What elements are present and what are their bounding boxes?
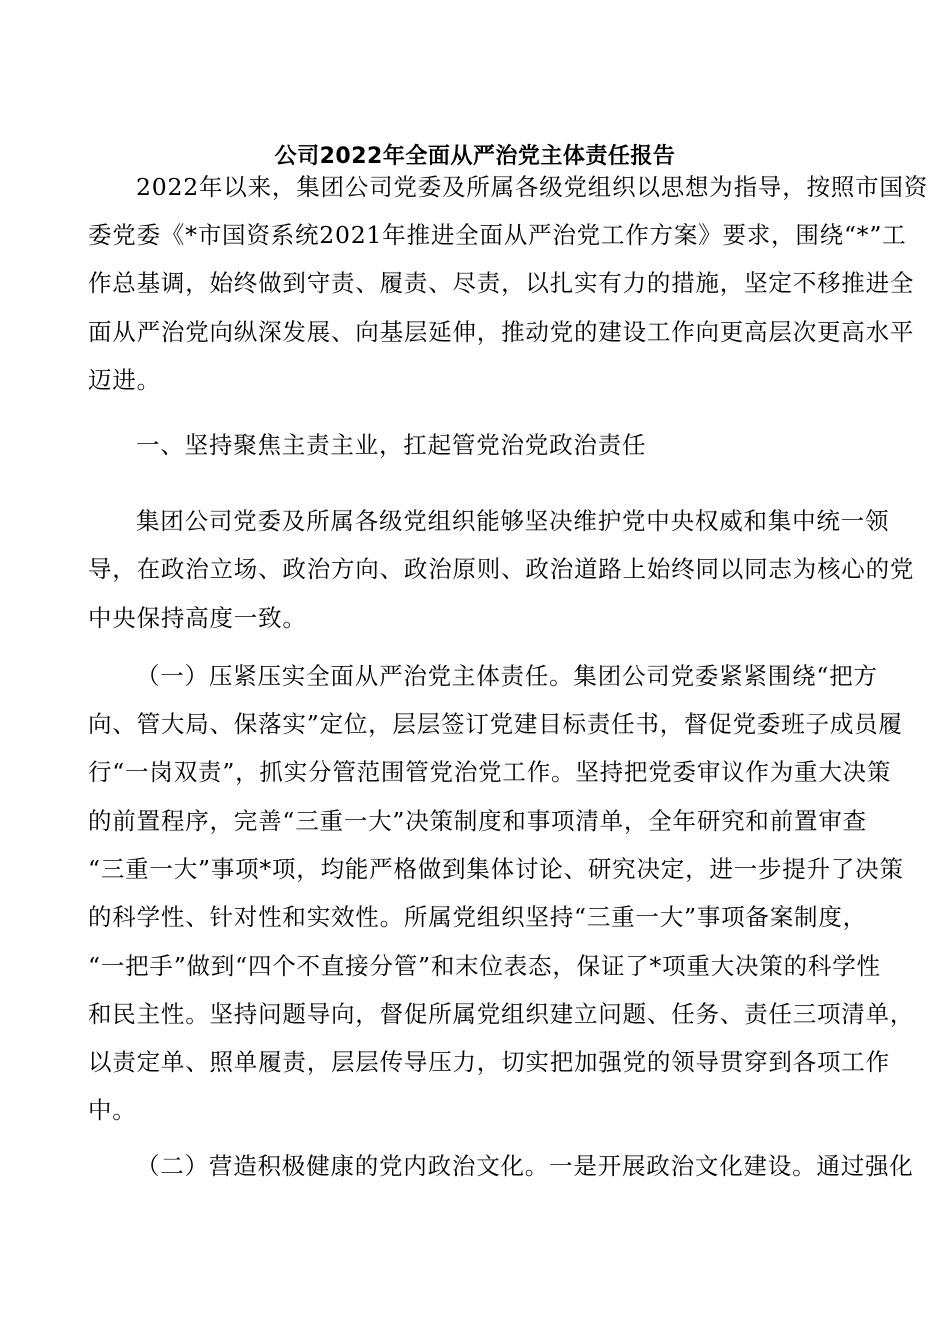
paragraph-line: （一）压紧压实全面从严治党主体责任。集团公司党委紧紧围绕“把方 — [136, 662, 878, 690]
paragraph-line: 迈进。 — [88, 366, 161, 394]
paragraph-line: 的前置程序，完善“三重一大”决策制度和事项清单，全年研究和前置审查 — [88, 807, 867, 835]
paragraph-line: 行“一岗双责”，抓实分管范围管党治党工作。坚持把党委审议作为重大决策 — [88, 758, 892, 786]
paragraph-line: 中。 — [88, 1096, 137, 1124]
paragraph-line: 委党委《*市国资系统2021年推进全面从严治党工作方案》要求，围绕“*”工 — [88, 221, 907, 249]
document-title: 公司2022年全面从严治党主体责任报告 — [274, 144, 676, 169]
paragraph-line: 导，在政治立场、政治方向、政治原则、政治道路上始终同以同志为核心的党 — [88, 555, 915, 583]
paragraph-line: 向、管大局、保落实”定位，层层签订党建目标责任书，督促党委班子成员履 — [88, 710, 903, 738]
paragraph-line: 中央保持高度一致。 — [88, 604, 307, 632]
paragraph-line: 作总基调，始终做到守责、履责、尽责，以扎实有力的措施，坚定不移推进全 — [88, 269, 915, 297]
paragraph-line: （二）营造积极健康的党内政治文化。一是开展政治文化建设。通过强化 — [136, 1152, 914, 1180]
paragraph-line: 面从严治党向纵深发展、向基层延伸，推动党的建设工作向更高层次更高水平 — [88, 318, 915, 346]
paragraph-line: 2022年以来，集团公司党委及所属各级党组织以思想为指导，按照市国资 — [136, 173, 929, 201]
paragraph-line: 的科学性、针对性和实效性。所属党组织坚持“三重一大”事项备案制度， — [88, 903, 867, 931]
paragraph-line: 和民主性。坚持问题导向，督促所属党组织建立问题、任务、责任三项清单， — [88, 1000, 915, 1028]
paragraph-line: 以责定单、照单履责，层层传导压力，切实把加强党的领导贯穿到各项工作 — [88, 1048, 890, 1076]
section-heading: 一、坚持聚焦主责主业，扛起管党治党政治责任 — [136, 431, 647, 459]
paragraph-line: “一把手”做到“四个不直接分管”和末位表态，保证了*项重大决策的科学性 — [88, 952, 881, 980]
paragraph-line: 集团公司党委及所属各级党组织能够坚决维护党中央权威和集中统一领 — [136, 507, 890, 535]
paragraph-line: “三重一大”事项*项，均能严格做到集体讨论、研究决定，进一步提升了决策 — [88, 855, 904, 883]
